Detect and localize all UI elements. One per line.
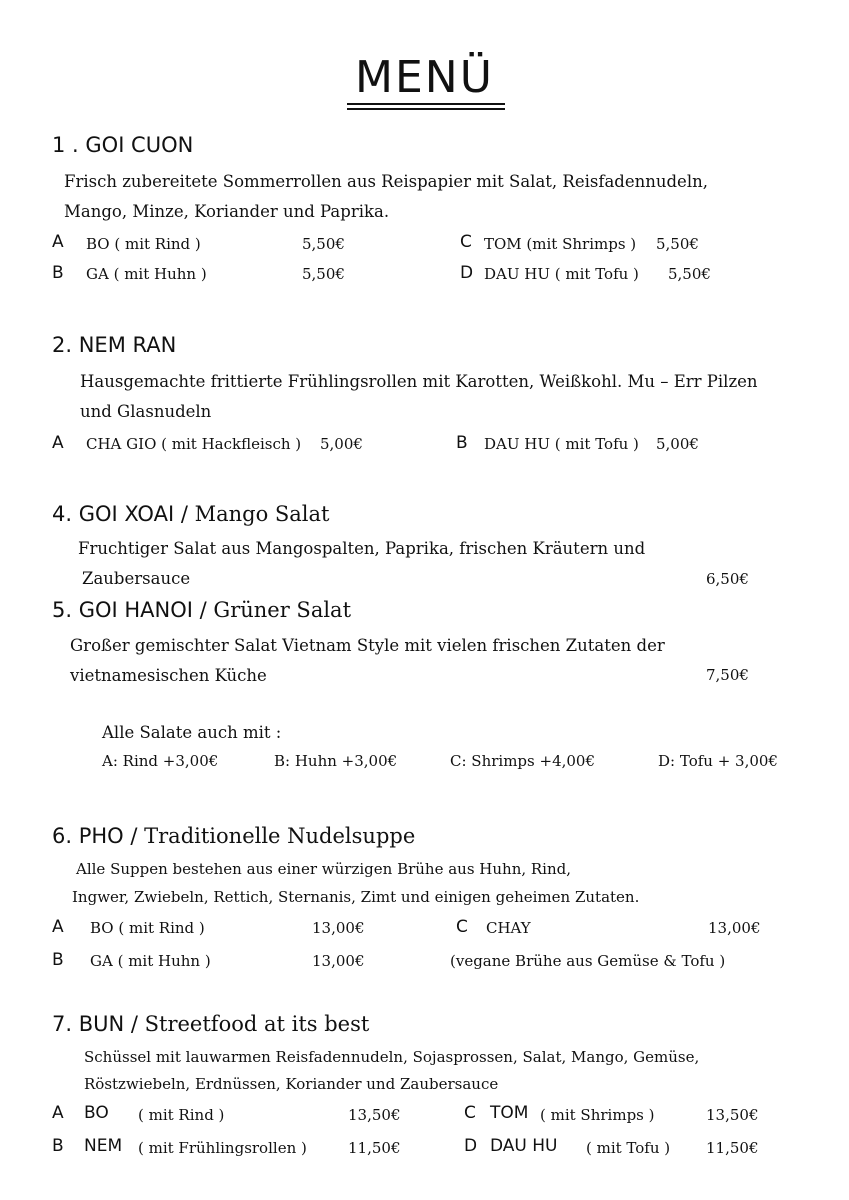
section-description: Röstzwiebeln, Erdnüssen, Koriander und Zaubersauce bbox=[84, 1075, 499, 1093]
extras-label: Alle Salate auch mit : bbox=[102, 723, 282, 742]
item-letter: C bbox=[464, 1103, 476, 1123]
section-heading-goi-cuon: 1 . GOI CUON bbox=[52, 133, 194, 157]
section-description: und Glasnudeln bbox=[80, 402, 212, 421]
menu-item-name: GA ( mit Huhn ) bbox=[86, 265, 207, 283]
item-letter: A bbox=[52, 232, 64, 252]
menu-item-name: TOM (mit Shrimps ) bbox=[484, 235, 637, 253]
section-description: vietnamesischen Küche bbox=[70, 666, 267, 685]
title-underline bbox=[347, 103, 505, 105]
menu-item-price: 5,50€ bbox=[302, 265, 345, 283]
extra-option: C: Shrimps +4,00€ bbox=[450, 752, 596, 770]
menu-title: MENÜ bbox=[355, 52, 494, 103]
menu-item-price: 13,00€ bbox=[312, 919, 365, 937]
menu-item-price: 13,00€ bbox=[708, 919, 761, 937]
menu-item-price: 5,50€ bbox=[656, 235, 699, 253]
vegan-note: (vegane Brühe aus Gemüse & Tofu ) bbox=[450, 952, 726, 970]
item-letter: D bbox=[460, 263, 474, 283]
menu-item-price: 5,50€ bbox=[668, 265, 711, 283]
item-letter: A bbox=[52, 1103, 64, 1123]
menu-item-name: GA ( mit Huhn ) bbox=[90, 952, 211, 970]
section-description: Zaubersauce bbox=[82, 569, 191, 588]
menu-item-name: BO ( mit Rind ) bbox=[86, 235, 201, 253]
item-letter: A bbox=[52, 433, 64, 453]
heading-subtitle: Traditionelle Nudelsuppe bbox=[144, 824, 416, 848]
section-heading-pho bbox=[52, 824, 415, 848]
extra-option: A: Rind +3,00€ bbox=[102, 752, 219, 770]
menu-item-name: NEM bbox=[84, 1136, 123, 1156]
section-heading-nem-ran: 2. NEM RAN bbox=[52, 333, 177, 357]
section-description: Ingwer, Zwiebeln, Rettich, Sternanis, Zimt und einigen geheimen Zutaten. bbox=[72, 888, 640, 906]
menu-item-name: TOM bbox=[490, 1103, 529, 1123]
section-heading-goi-hanoi bbox=[52, 598, 351, 622]
menu-item-name: DAU HU ( mit Tofu ) bbox=[484, 435, 639, 453]
menu-item-name: BO ( mit Rind ) bbox=[90, 919, 205, 937]
item-letter: A bbox=[52, 917, 64, 937]
section-heading-bun bbox=[52, 1012, 369, 1036]
section-description: Mango, Minze, Koriander und Paprika. bbox=[64, 202, 390, 221]
section-description: Hausgemachte frittierte Frühlingsrollen mit Karotten, Weißkohl. Mu – Err Pilzen bbox=[80, 372, 758, 391]
menu-item-price: 13,50€ bbox=[348, 1106, 401, 1124]
menu-item-modifier: ( mit Rind ) bbox=[138, 1106, 225, 1124]
menu-item-price: 5,00€ bbox=[656, 435, 699, 453]
section-description: Frisch zubereitete Sommerrollen aus Reispapier mit Salat, Reisfadennudeln, bbox=[64, 172, 708, 191]
menu-item-price: 13,00€ bbox=[312, 952, 365, 970]
section-description: Schüssel mit lauwarmen Reisfadennudeln, Sojasprossen, Salat, Mango, Gemüse, bbox=[84, 1048, 700, 1066]
menu-item-name: CHA GIO ( mit Hackfleisch ) bbox=[86, 435, 302, 453]
item-letter: B bbox=[52, 950, 64, 970]
heading-subtitle: Grüner Salat bbox=[213, 598, 352, 622]
heading-name: 4. GOI XOAI / bbox=[52, 502, 188, 526]
item-letter: B bbox=[52, 1136, 64, 1156]
title-underline-double bbox=[347, 108, 505, 110]
menu-item-name: CHAY bbox=[486, 919, 531, 937]
menu-item-name: BO bbox=[84, 1103, 109, 1123]
menu-item-name: DAU HU ( mit Tofu ) bbox=[484, 265, 639, 283]
menu-item-price: 5,50€ bbox=[302, 235, 345, 253]
heading-name: 5. GOI HANOI / bbox=[52, 598, 207, 622]
menu-item-modifier: ( mit Tofu ) bbox=[586, 1139, 671, 1157]
menu-item-modifier: ( mit Shrimps ) bbox=[540, 1106, 655, 1124]
item-letter: C bbox=[456, 917, 468, 937]
section-description: Alle Suppen bestehen aus einer würzigen Brühe aus Huhn, Rind, bbox=[76, 860, 572, 878]
section-heading-goi-xoai bbox=[52, 502, 329, 526]
extra-option: D: Tofu + 3,00€ bbox=[658, 752, 778, 770]
menu-item-price: 11,50€ bbox=[706, 1139, 759, 1157]
section-description: Fruchtiger Salat aus Mangospalten, Paprika, frischen Kräutern und bbox=[78, 539, 646, 558]
menu-item-price: 11,50€ bbox=[348, 1139, 401, 1157]
item-letter: C bbox=[460, 232, 472, 252]
menu-item-price: 13,50€ bbox=[706, 1106, 759, 1124]
heading-name: 7. BUN / bbox=[52, 1012, 138, 1036]
heading-subtitle: Streetfood at its best bbox=[144, 1012, 370, 1036]
section-description: Großer gemischter Salat Vietnam Style mit vielen frischen Zutaten der bbox=[70, 636, 665, 655]
menu-item-price: 6,50€ bbox=[706, 570, 749, 588]
extra-option: B: Huhn +3,00€ bbox=[274, 752, 398, 770]
heading-name: 6. PHO / bbox=[52, 824, 138, 848]
heading-subtitle: Mango Salat bbox=[194, 502, 330, 526]
menu-item-modifier: ( mit Frühlingsrollen ) bbox=[138, 1139, 307, 1157]
item-letter: B bbox=[52, 263, 64, 283]
menu-item-price: 7,50€ bbox=[706, 666, 749, 684]
menu-item-name: DAU HU bbox=[490, 1136, 558, 1156]
menu-item-price: 5,00€ bbox=[320, 435, 363, 453]
item-letter: B bbox=[456, 433, 468, 453]
item-letter: D bbox=[464, 1136, 478, 1156]
